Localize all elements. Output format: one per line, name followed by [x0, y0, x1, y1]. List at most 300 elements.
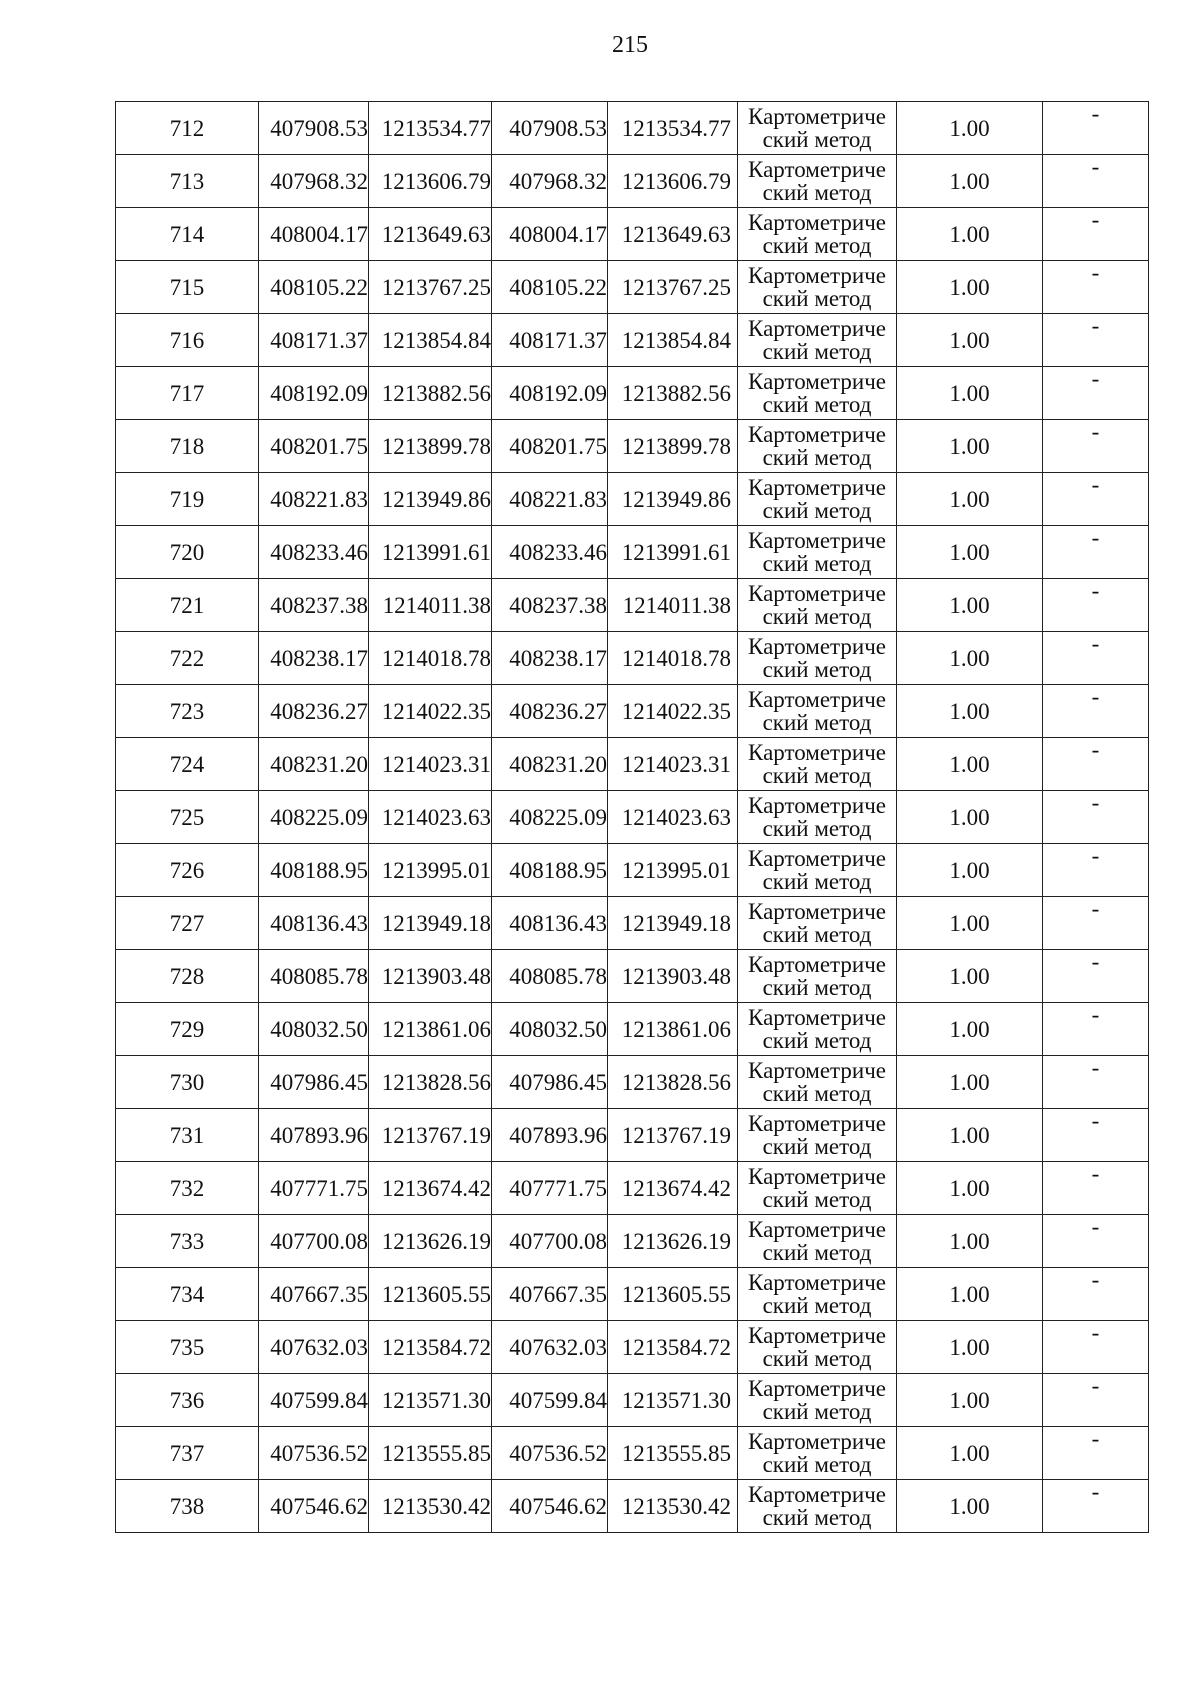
accuracy-cell: 1.00 [897, 950, 1043, 1003]
method-line-2: ский метод [762, 392, 872, 417]
x-cell: 407700.08 [259, 1215, 369, 1268]
point-number-cell: 732 [116, 1162, 259, 1215]
table-row [116, 950, 1149, 1003]
method-line-2: ский метод [762, 1134, 872, 1159]
method-cell [738, 155, 897, 208]
y-cell: 1213861.06 [369, 1003, 492, 1056]
x-new-cell: 407986.45 [492, 1056, 608, 1109]
y-new-cell: 1214018.78 [608, 632, 738, 685]
method-line-2: ский метод [762, 1293, 872, 1318]
accuracy-cell: 1.00 [897, 1003, 1043, 1056]
method-line-2: ский метод [762, 1081, 872, 1106]
point-number-cell: 738 [116, 1480, 259, 1533]
accuracy-cell: 1.00 [897, 420, 1043, 473]
table-row [116, 632, 1149, 685]
method-line-1: Картометриче [748, 157, 886, 182]
method-line-2: ский метод [762, 816, 872, 841]
y-new-cell: 1213995.01 [608, 844, 738, 897]
note-cell: - [1043, 1162, 1149, 1215]
method-line-1: Картометриче [748, 263, 886, 288]
x-new-cell: 408233.46 [492, 526, 608, 579]
point-number-cell: 725 [116, 791, 259, 844]
x-cell: 408192.09 [259, 367, 369, 420]
x-new-cell: 408201.75 [492, 420, 608, 473]
table-row [116, 1374, 1149, 1427]
x-cell: 407968.32 [259, 155, 369, 208]
point-number-cell: 714 [116, 208, 259, 261]
method-line-2: ский метод [762, 604, 872, 629]
method-line-1: Картометриче [748, 369, 886, 394]
x-new-cell: 408236.27 [492, 685, 608, 738]
x-cell: 408225.09 [259, 791, 369, 844]
x-new-cell: 407667.35 [492, 1268, 608, 1321]
point-number-cell: 719 [116, 473, 259, 526]
note-cell: - [1043, 1109, 1149, 1162]
x-new-cell: 407599.84 [492, 1374, 608, 1427]
accuracy-cell: 1.00 [897, 1109, 1043, 1162]
y-cell: 1214018.78 [369, 632, 492, 685]
table-row [116, 1321, 1149, 1374]
y-new-cell: 1213555.85 [608, 1427, 738, 1480]
y-new-cell: 1214011.38 [608, 579, 738, 632]
y-cell: 1213530.42 [369, 1480, 492, 1533]
note-cell: - [1043, 473, 1149, 526]
y-cell: 1213949.86 [369, 473, 492, 526]
method-line-2: ский метод [762, 1452, 872, 1477]
y-cell: 1213534.77 [369, 102, 492, 155]
x-new-cell: 407908.53 [492, 102, 608, 155]
method-line-1: Картометриче [748, 422, 886, 447]
table-row [116, 1268, 1149, 1321]
point-number-cell: 729 [116, 1003, 259, 1056]
y-cell: 1213903.48 [369, 950, 492, 1003]
point-number-cell: 730 [116, 1056, 259, 1109]
method-cell [738, 314, 897, 367]
x-cell: 408171.37 [259, 314, 369, 367]
x-new-cell: 408192.09 [492, 367, 608, 420]
point-number-cell: 731 [116, 1109, 259, 1162]
method-line-2: ский метод [762, 339, 872, 364]
method-line-1: Картометриче [748, 581, 886, 606]
y-new-cell: 1213903.48 [608, 950, 738, 1003]
method-line-1: Картометриче [748, 1429, 886, 1454]
point-number-cell: 716 [116, 314, 259, 367]
note-cell: - [1043, 1215, 1149, 1268]
point-number-cell: 722 [116, 632, 259, 685]
method-line-1: Картометриче [748, 1482, 886, 1507]
x-new-cell: 408085.78 [492, 950, 608, 1003]
point-number-cell: 718 [116, 420, 259, 473]
point-number-cell: 733 [116, 1215, 259, 1268]
accuracy-cell: 1.00 [897, 632, 1043, 685]
note-cell: - [1043, 738, 1149, 791]
method-line-2: ский метод [762, 869, 872, 894]
point-number-cell: 737 [116, 1427, 259, 1480]
point-number-cell: 724 [116, 738, 259, 791]
method-line-2: ский метод [762, 1399, 872, 1424]
point-number-cell: 735 [116, 1321, 259, 1374]
method-line-1: Картометриче [748, 528, 886, 553]
x-new-cell: 407632.03 [492, 1321, 608, 1374]
table-row [116, 1056, 1149, 1109]
method-line-1: Картометриче [748, 1217, 886, 1242]
x-new-cell: 407893.96 [492, 1109, 608, 1162]
note-cell: - [1043, 1268, 1149, 1321]
accuracy-cell: 1.00 [897, 102, 1043, 155]
accuracy-cell: 1.00 [897, 844, 1043, 897]
method-line-2: ский метод [762, 498, 872, 523]
accuracy-cell: 1.00 [897, 738, 1043, 791]
accuracy-cell: 1.00 [897, 367, 1043, 420]
y-new-cell: 1213530.42 [608, 1480, 738, 1533]
method-line-2: ский метод [762, 180, 872, 205]
method-line-2: ский метод [762, 1187, 872, 1212]
method-cell [738, 897, 897, 950]
x-cell: 408237.38 [259, 579, 369, 632]
method-line-2: ский метод [762, 657, 872, 682]
method-line-2: ский метод [762, 551, 872, 576]
method-line-1: Картометриче [748, 1270, 886, 1295]
x-cell: 407599.84 [259, 1374, 369, 1427]
y-cell: 1213649.63 [369, 208, 492, 261]
accuracy-cell: 1.00 [897, 526, 1043, 579]
point-number-cell: 721 [116, 579, 259, 632]
y-cell: 1213584.72 [369, 1321, 492, 1374]
method-line-1: Картометриче [748, 1005, 886, 1030]
method-cell [738, 261, 897, 314]
y-cell: 1213882.56 [369, 367, 492, 420]
method-line-1: Картометриче [748, 1323, 886, 1348]
note-cell: - [1043, 897, 1149, 950]
accuracy-cell: 1.00 [897, 1162, 1043, 1215]
method-line-2: ский метод [762, 975, 872, 1000]
method-cell [738, 1480, 897, 1533]
method-line-1: Картометриче [748, 1058, 886, 1083]
table-row [116, 1480, 1149, 1533]
method-cell [738, 102, 897, 155]
y-new-cell: 1213949.18 [608, 897, 738, 950]
y-new-cell: 1213861.06 [608, 1003, 738, 1056]
method-line-1: Картометриче [748, 952, 886, 977]
y-cell: 1213606.79 [369, 155, 492, 208]
accuracy-cell: 1.00 [897, 155, 1043, 208]
y-cell: 1213991.61 [369, 526, 492, 579]
y-cell: 1213828.56 [369, 1056, 492, 1109]
point-number-cell: 736 [116, 1374, 259, 1427]
note-cell: - [1043, 1003, 1149, 1056]
method-cell [738, 1374, 897, 1427]
y-new-cell: 1213649.63 [608, 208, 738, 261]
point-number-cell: 712 [116, 102, 259, 155]
y-new-cell: 1214023.31 [608, 738, 738, 791]
y-cell: 1213571.30 [369, 1374, 492, 1427]
x-new-cell: 407536.52 [492, 1427, 608, 1480]
point-number-cell: 726 [116, 844, 259, 897]
y-cell: 1214022.35 [369, 685, 492, 738]
x-new-cell: 407968.32 [492, 155, 608, 208]
x-new-cell: 407700.08 [492, 1215, 608, 1268]
table-row [116, 1109, 1149, 1162]
table-row [116, 526, 1149, 579]
accuracy-cell: 1.00 [897, 1321, 1043, 1374]
method-line-1: Картометриче [748, 899, 886, 924]
x-cell: 408004.17 [259, 208, 369, 261]
method-cell [738, 1003, 897, 1056]
note-cell: - [1043, 155, 1149, 208]
table-row [116, 367, 1149, 420]
table-row [116, 685, 1149, 738]
y-new-cell: 1213674.42 [608, 1162, 738, 1215]
x-cell: 408085.78 [259, 950, 369, 1003]
x-cell: 408236.27 [259, 685, 369, 738]
y-cell: 1213995.01 [369, 844, 492, 897]
method-cell [738, 367, 897, 420]
method-line-1: Картометриче [748, 740, 886, 765]
table-row [116, 897, 1149, 950]
note-cell: - [1043, 102, 1149, 155]
y-cell: 1214023.63 [369, 791, 492, 844]
method-line-1: Картометриче [748, 1111, 886, 1136]
note-cell: - [1043, 950, 1149, 1003]
note-cell: - [1043, 1480, 1149, 1533]
y-new-cell: 1213828.56 [608, 1056, 738, 1109]
method-cell [738, 685, 897, 738]
y-cell: 1214011.38 [369, 579, 492, 632]
table-row [116, 208, 1149, 261]
method-cell [738, 1268, 897, 1321]
table-row [116, 261, 1149, 314]
table-row [116, 155, 1149, 208]
accuracy-cell: 1.00 [897, 1215, 1043, 1268]
method-cell [738, 1321, 897, 1374]
method-line-2: ский метод [762, 1240, 872, 1265]
table-row [116, 1162, 1149, 1215]
y-new-cell: 1213991.61 [608, 526, 738, 579]
method-cell [738, 950, 897, 1003]
accuracy-cell: 1.00 [897, 1268, 1043, 1321]
y-new-cell: 1213605.55 [608, 1268, 738, 1321]
x-new-cell: 408004.17 [492, 208, 608, 261]
table-row [116, 791, 1149, 844]
x-cell: 408105.22 [259, 261, 369, 314]
x-new-cell: 408105.22 [492, 261, 608, 314]
accuracy-cell: 1.00 [897, 897, 1043, 950]
accuracy-cell: 1.00 [897, 1374, 1043, 1427]
method-line-2: ский метод [762, 1346, 872, 1371]
table-row [116, 1215, 1149, 1268]
method-cell [738, 1215, 897, 1268]
accuracy-cell: 1.00 [897, 685, 1043, 738]
y-cell: 1213555.85 [369, 1427, 492, 1480]
method-line-1: Картометриче [748, 316, 886, 341]
note-cell: - [1043, 208, 1149, 261]
method-line-2: ский метод [762, 445, 872, 470]
accuracy-cell: 1.00 [897, 791, 1043, 844]
y-cell: 1213854.84 [369, 314, 492, 367]
method-line-1: Картометриче [748, 634, 886, 659]
note-cell: - [1043, 367, 1149, 420]
y-new-cell: 1213882.56 [608, 367, 738, 420]
method-cell [738, 473, 897, 526]
table-row [116, 102, 1149, 155]
x-cell: 408188.95 [259, 844, 369, 897]
method-cell [738, 1056, 897, 1109]
y-cell: 1213899.78 [369, 420, 492, 473]
note-cell: - [1043, 261, 1149, 314]
x-cell: 408201.75 [259, 420, 369, 473]
table-row [116, 844, 1149, 897]
y-cell: 1214023.31 [369, 738, 492, 791]
y-new-cell: 1213854.84 [608, 314, 738, 367]
note-cell: - [1043, 844, 1149, 897]
accuracy-cell: 1.00 [897, 208, 1043, 261]
accuracy-cell: 1.00 [897, 1427, 1043, 1480]
point-number-cell: 727 [116, 897, 259, 950]
y-cell: 1213949.18 [369, 897, 492, 950]
point-number-cell: 734 [116, 1268, 259, 1321]
method-line-2: ский метод [762, 710, 872, 735]
y-cell: 1213626.19 [369, 1215, 492, 1268]
method-cell [738, 526, 897, 579]
note-cell: - [1043, 420, 1149, 473]
x-new-cell: 407546.62 [492, 1480, 608, 1533]
method-cell [738, 579, 897, 632]
x-cell: 408136.43 [259, 897, 369, 950]
x-new-cell: 408188.95 [492, 844, 608, 897]
method-line-2: ский метод [762, 763, 872, 788]
x-new-cell: 408136.43 [492, 897, 608, 950]
y-new-cell: 1214022.35 [608, 685, 738, 738]
y-new-cell: 1213571.30 [608, 1374, 738, 1427]
x-cell: 408231.20 [259, 738, 369, 791]
method-line-1: Картометриче [748, 1376, 886, 1401]
accuracy-cell: 1.00 [897, 261, 1043, 314]
method-line-2: ский метод [762, 233, 872, 258]
y-new-cell: 1213899.78 [608, 420, 738, 473]
method-line-2: ский метод [762, 1505, 872, 1530]
x-new-cell: 408032.50 [492, 1003, 608, 1056]
note-cell: - [1043, 632, 1149, 685]
accuracy-cell: 1.00 [897, 1480, 1043, 1533]
method-cell [738, 791, 897, 844]
y-new-cell: 1213626.19 [608, 1215, 738, 1268]
method-line-1: Картометриче [748, 687, 886, 712]
note-cell: - [1043, 526, 1149, 579]
x-cell: 407893.96 [259, 1109, 369, 1162]
point-number-cell: 713 [116, 155, 259, 208]
method-line-2: ский метод [762, 1028, 872, 1053]
x-cell: 408238.17 [259, 632, 369, 685]
note-cell: - [1043, 791, 1149, 844]
y-new-cell: 1214023.63 [608, 791, 738, 844]
x-new-cell: 408237.38 [492, 579, 608, 632]
y-new-cell: 1213584.72 [608, 1321, 738, 1374]
x-cell: 407667.35 [259, 1268, 369, 1321]
accuracy-cell: 1.00 [897, 473, 1043, 526]
y-cell: 1213674.42 [369, 1162, 492, 1215]
x-new-cell: 408221.83 [492, 473, 608, 526]
method-cell [738, 738, 897, 791]
note-cell: - [1043, 1374, 1149, 1427]
y-new-cell: 1213767.19 [608, 1109, 738, 1162]
method-cell [738, 844, 897, 897]
x-cell: 407908.53 [259, 102, 369, 155]
table-row [116, 314, 1149, 367]
method-line-1: Картометриче [748, 475, 886, 500]
table-row [116, 420, 1149, 473]
method-line-1: Картометриче [748, 846, 886, 871]
method-line-2: ский метод [762, 922, 872, 947]
point-number-cell: 723 [116, 685, 259, 738]
x-cell: 408233.46 [259, 526, 369, 579]
accuracy-cell: 1.00 [897, 579, 1043, 632]
table-row [116, 579, 1149, 632]
note-cell: - [1043, 579, 1149, 632]
x-cell: 407986.45 [259, 1056, 369, 1109]
y-cell: 1213767.19 [369, 1109, 492, 1162]
x-new-cell: 407771.75 [492, 1162, 608, 1215]
method-line-1: Картометриче [748, 793, 886, 818]
table-row [116, 473, 1149, 526]
method-cell [738, 1109, 897, 1162]
note-cell: - [1043, 1056, 1149, 1109]
accuracy-cell: 1.00 [897, 314, 1043, 367]
y-new-cell: 1213534.77 [608, 102, 738, 155]
x-cell: 407536.52 [259, 1427, 369, 1480]
point-number-cell: 720 [116, 526, 259, 579]
accuracy-cell: 1.00 [897, 1056, 1043, 1109]
x-new-cell: 408225.09 [492, 791, 608, 844]
x-cell: 407771.75 [259, 1162, 369, 1215]
method-cell [738, 632, 897, 685]
x-new-cell: 408238.17 [492, 632, 608, 685]
y-new-cell: 1213606.79 [608, 155, 738, 208]
method-cell [738, 208, 897, 261]
point-number-cell: 715 [116, 261, 259, 314]
x-cell: 408032.50 [259, 1003, 369, 1056]
note-cell: - [1043, 685, 1149, 738]
method-line-2: ский метод [762, 286, 872, 311]
table-body [116, 102, 1149, 1533]
method-line-2: ский метод [762, 127, 872, 152]
note-cell: - [1043, 314, 1149, 367]
x-new-cell: 408231.20 [492, 738, 608, 791]
method-cell [738, 1427, 897, 1480]
x-cell: 408221.83 [259, 473, 369, 526]
x-cell: 407632.03 [259, 1321, 369, 1374]
note-cell: - [1043, 1427, 1149, 1480]
x-new-cell: 408171.37 [492, 314, 608, 367]
point-number-cell: 717 [116, 367, 259, 420]
x-cell: 407546.62 [259, 1480, 369, 1533]
coordinates-table [115, 101, 1149, 1533]
page-number: 215 [612, 32, 648, 58]
method-cell [738, 420, 897, 473]
method-line-1: Картометриче [748, 1164, 886, 1189]
y-new-cell: 1213949.86 [608, 473, 738, 526]
method-cell [738, 1162, 897, 1215]
y-cell: 1213767.25 [369, 261, 492, 314]
y-cell: 1213605.55 [369, 1268, 492, 1321]
table-row [116, 1003, 1149, 1056]
method-line-1: Картометриче [748, 210, 886, 235]
method-line-1: Картометриче [748, 104, 886, 129]
table-row [116, 738, 1149, 791]
table-row [116, 1427, 1149, 1480]
y-new-cell: 1213767.25 [608, 261, 738, 314]
point-number-cell: 728 [116, 950, 259, 1003]
note-cell: - [1043, 1321, 1149, 1374]
